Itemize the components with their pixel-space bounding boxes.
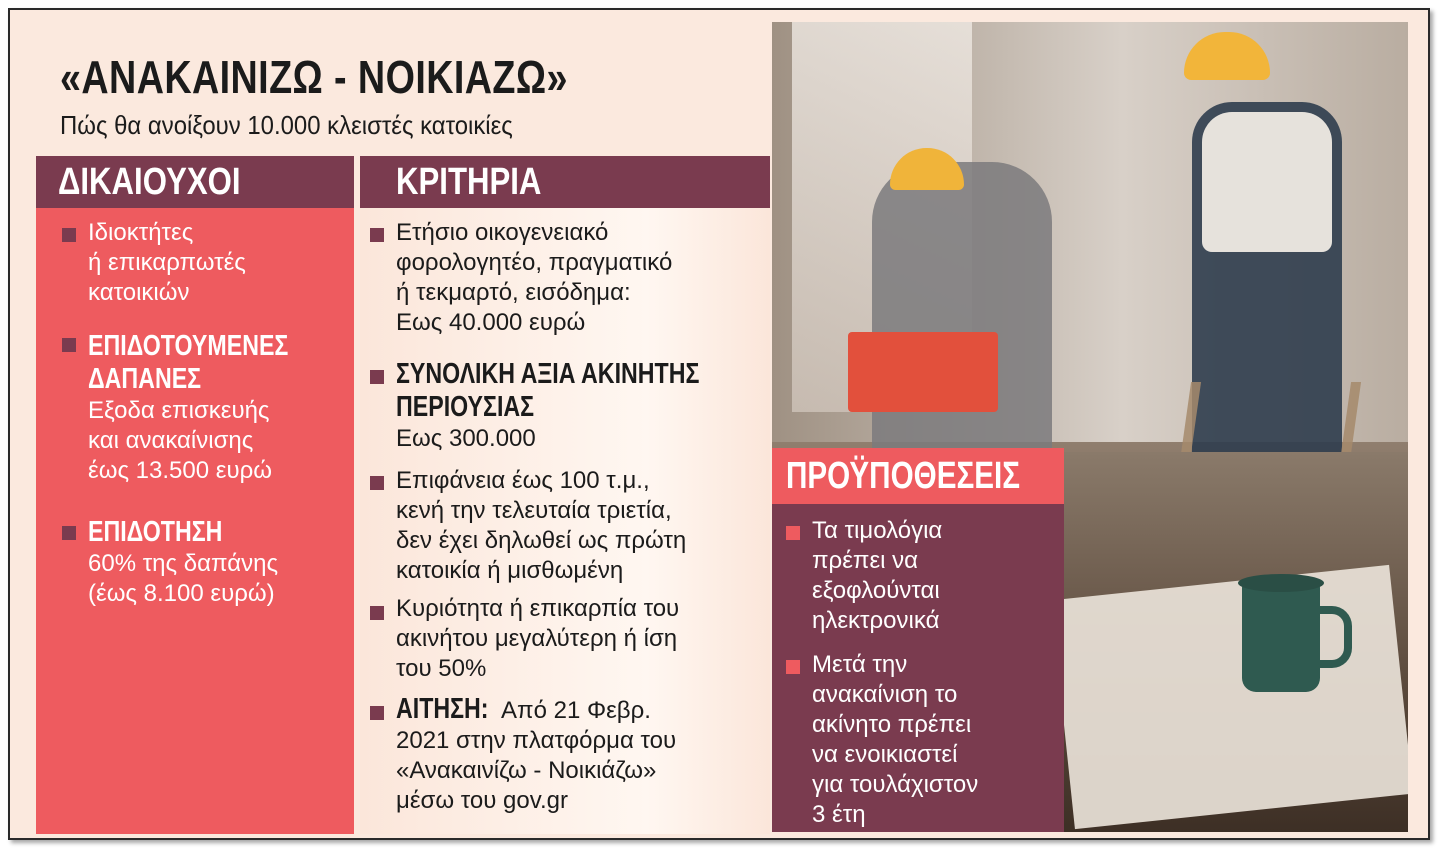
bullet-icon bbox=[62, 228, 76, 242]
beneficiaries-column bbox=[36, 208, 354, 834]
bullet-icon bbox=[786, 660, 800, 674]
bullet-icon bbox=[370, 606, 384, 620]
bullet-icon bbox=[370, 228, 384, 242]
criteria-item-5: ΑΙΤΗΣΗ: Από 21 Φεβρ. 2021 στην πλατφόρμα του «Ανακαινίζω - Νοικιάζω» μέσω του gov.gr bbox=[396, 693, 677, 814]
application-label: ΑΙΤΗΣΗ: bbox=[396, 693, 489, 725]
bullet-icon bbox=[370, 370, 384, 384]
requirements-header: ΠΡΟΫΠΟΘΕΣΕΙΣ bbox=[772, 448, 1064, 504]
beneficiaries-item-1: Ιδιοκτήτες ή επικαρπωτές κατοικιών bbox=[88, 219, 246, 306]
bullet-icon bbox=[370, 706, 384, 720]
criteria-header: ΚΡΙΤΗΡΙΑ bbox=[360, 156, 770, 208]
beneficiaries-item-2: ΕΠΙΔΟΤΟΥΜΕΝΕΣ ΔΑΠΑΝΕΣ Εξοδα επισκευής και ανακαίνισης έως 13.500 ευρώ bbox=[88, 330, 289, 484]
page-subtitle: Πώς θα ανοίξουν 10.000 κλειστές κατοικίες bbox=[60, 110, 513, 140]
requirements-item-1: Τα τιμολόγια πρέπει να εξοφλούνται ηλεκτρονικά bbox=[812, 517, 943, 634]
requirements-column bbox=[772, 504, 1064, 832]
bullet-icon bbox=[370, 476, 384, 490]
criteria-item-2: ΣΥΝΟΛΙΚΗ ΑΞΙΑ ΑΚΙΝΗΤΗΣ ΠΕΡΙΟΥΣΙΑΣ Εως 300.000 bbox=[396, 358, 700, 452]
mug-icon bbox=[1242, 582, 1320, 692]
bullet-icon bbox=[62, 338, 76, 352]
beneficiaries-header: ΔΙΚΑΙΟΥΧΟΙ bbox=[36, 156, 354, 208]
bullet-icon bbox=[62, 526, 76, 540]
criteria-item-1: Ετήσιο οικογενειακό φορολογητέο, πραγματικό ή τεκμαρτό, εισόδημα: Εως 40.000 ευρώ bbox=[396, 219, 673, 336]
criteria-item-4: Κυριότητα ή επικαρπία του ακινήτου μεγαλύτερη ή ίση του 50% bbox=[396, 595, 680, 682]
infographic-frame bbox=[8, 8, 1430, 840]
beneficiaries-item-3: ΕΠΙΔΟΤΗΣΗ 60% της δαπάνης (έως 8.100 ευρώ) bbox=[88, 516, 279, 607]
criteria-item-3: Επιφάνεια έως 100 τ.μ., κενή την τελευταία τριετία, δεν έχει δηλωθεί ως πρώτη κατοικία ή μισθωμένη bbox=[396, 467, 687, 584]
page-title: «ΑΝΑΚΑΙΝΙΖΩ - ΝΟΙΚΙΑΖΩ» bbox=[60, 51, 568, 103]
requirements-item-2: Μετά την ανακαίνιση το ακίνητο πρέπει να ενοικιαστεί για τουλάχιστον 3 έτη bbox=[812, 651, 979, 828]
criteria-column bbox=[360, 208, 770, 834]
bullet-icon bbox=[786, 526, 800, 540]
